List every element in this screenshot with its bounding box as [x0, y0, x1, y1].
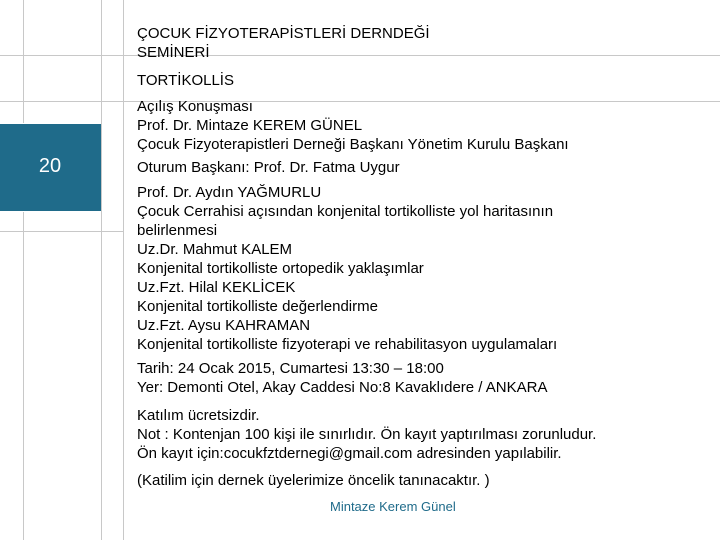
speaker-line: belirlenmesi — [137, 222, 218, 239]
opening-line-2: Prof. Dr. Mintaze KEREM GÜNEL — [137, 117, 363, 134]
title-block — [137, 24, 712, 62]
speaker-line: Uz.Fzt. Hilal KEKLİCEK — [137, 279, 296, 296]
registration-line: Not : Kontenjan 100 kişi ile sınırlıdır. Ön kayıt yaptırılması zorunludur. — [137, 426, 597, 443]
speaker-line: Uz.Dr. Mahmut KALEM — [137, 241, 293, 258]
date-place-block — [137, 359, 712, 397]
grid-line-content — [123, 0, 124, 540]
opening-line-3: Çocuk Fizyoterapistleri Derneği Başkanı Yönetim Kurulu Başkanı — [137, 136, 569, 153]
grid-line-h3 — [0, 231, 123, 232]
registration-block — [137, 406, 712, 463]
place-line: Yer: Demonti Otel, Akay Caddesi No:8 Kavaklıdere / ANKARA — [137, 379, 548, 396]
speaker-line: Konjenital tortikolliste değerlendirme — [137, 298, 378, 315]
registration-line: Ön kayıt için:cocukfztdernegi@gmail.com adresinden yapılabilir. — [137, 445, 562, 462]
topic-block — [137, 71, 712, 90]
speaker-line: Konjenital tortikolliste ortopedik yaklaşımlar — [137, 260, 424, 277]
registration-line: Katılım ücretsizdir. — [137, 407, 260, 424]
note-block — [137, 471, 712, 490]
grid-line-left — [23, 0, 24, 540]
grid-line-right — [101, 0, 102, 540]
footer-author: Mintaze Kerem Günel — [330, 499, 456, 514]
slide-number: 20 — [38, 155, 62, 177]
speaker-line: Çocuk Cerrahisi açısından konjenital tortikolliste yol haritasının — [137, 203, 554, 220]
slide-content — [137, 24, 712, 490]
speaker-line: Konjenital tortikolliste fizyoterapi ve rehabilitasyon uygulamaları — [137, 336, 558, 353]
date-line: Tarih: 24 Ocak 2015, Cumartesi 13:30 – 18:00 — [137, 360, 444, 377]
speaker-line: Prof. Dr. Aydın YAĞMURLU — [137, 184, 322, 201]
opening-block — [137, 97, 712, 154]
opening-line-1: Açılış Konuşması — [137, 98, 253, 115]
title-line-1: ÇOCUK FİZYOTERAPİSTLERİ DERNDEĞİ — [137, 25, 430, 42]
session-chair-block — [137, 158, 712, 177]
topic-line: TORTİKOLLİS — [137, 72, 234, 89]
note-line: (Katilim için dernek üyelerimize öncelik tanınacaktır. ) — [137, 472, 490, 489]
session-chair-line: Oturum Başkanı: Prof. Dr. Fatma Uygur — [137, 159, 400, 176]
title-line-2: SEMİNERİ — [137, 44, 210, 61]
speakers-block — [137, 183, 712, 354]
speaker-line: Uz.Fzt. Aysu KAHRAMAN — [137, 317, 311, 334]
